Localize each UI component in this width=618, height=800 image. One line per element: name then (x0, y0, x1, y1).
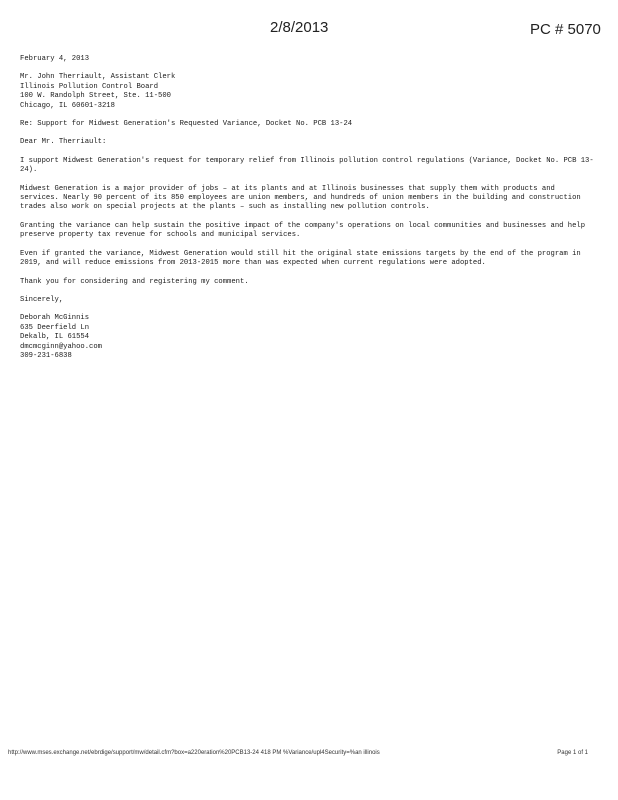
body-paragraph: Thank you for considering and registering my comment. (20, 277, 249, 286)
signature-phone: 309-231-6838 (20, 351, 72, 360)
body-paragraph: Even if granted the variance, Midwest Generation would still hit the original state emissions targets by the end of the program in 2019, and will reduce emissions from 2013-2015 more than was expected when current regulations were adopted. (20, 249, 581, 268)
signature-city: Dekalb, IL 61554 (20, 333, 90, 342)
signature-block (20, 314, 595, 361)
closing: Sincerely, (20, 295, 64, 304)
print-footer (8, 750, 608, 756)
recipient-line: Mr. John Therriault, Assistant Clerk (20, 73, 176, 82)
footer-url: http://www.mses.exchange.net/ebrdige/support/mw/detail.cfm?box=a220eration%20PCB13-24 418 PM %Variance/upl4Security=%an illinois (8, 750, 380, 756)
signature-email: dmcmcginn@yahoo.com (20, 342, 102, 351)
re-line: Re: Support for Midwest Generation's Requested Variance, Docket No. PCB 13-24 (20, 120, 353, 129)
recipient-line: 100 W. Randolph Street, Ste. 11-500 (20, 92, 171, 101)
footer-page-number: Page 1 of 1 (557, 750, 588, 756)
salutation: Dear Mr. Therriault: (20, 138, 107, 147)
signature-name: Deborah McGinnis (20, 314, 90, 323)
body-paragraph: Granting the variance can help sustain the positive impact of the company's operations on local communities and businesses and help preserve property tax revenue for schools and municipal services. (20, 221, 586, 240)
date-stamp: 2/8/2013 (270, 19, 329, 36)
signature-street: 635 Deerfield Ln (20, 323, 90, 332)
letter-body (20, 55, 595, 370)
recipient-line: Chicago, IL 60601-3218 (20, 101, 115, 110)
recipient-line: Illinois Pollution Control Board (20, 82, 159, 91)
letter-date: February 4, 2013 (20, 55, 90, 63)
recipient-address (20, 73, 595, 111)
pc-number-stamp: PC # 5070 (530, 21, 601, 38)
body-paragraph: Midwest Generation is a major provider of jobs – at its plants and at Illinois businesses that supply them with products and services. Nearly 90 percent of its 850 employees are union members, and hundreds of union members in the building and construction trades also work on special projects at the plants – such as installing new pollution controls. (20, 184, 581, 212)
body-paragraph: I support Midwest Generation's request for temporary relief from Illinois pollution control regulations (Variance, Docket No. PCB 13-24). (20, 156, 594, 175)
